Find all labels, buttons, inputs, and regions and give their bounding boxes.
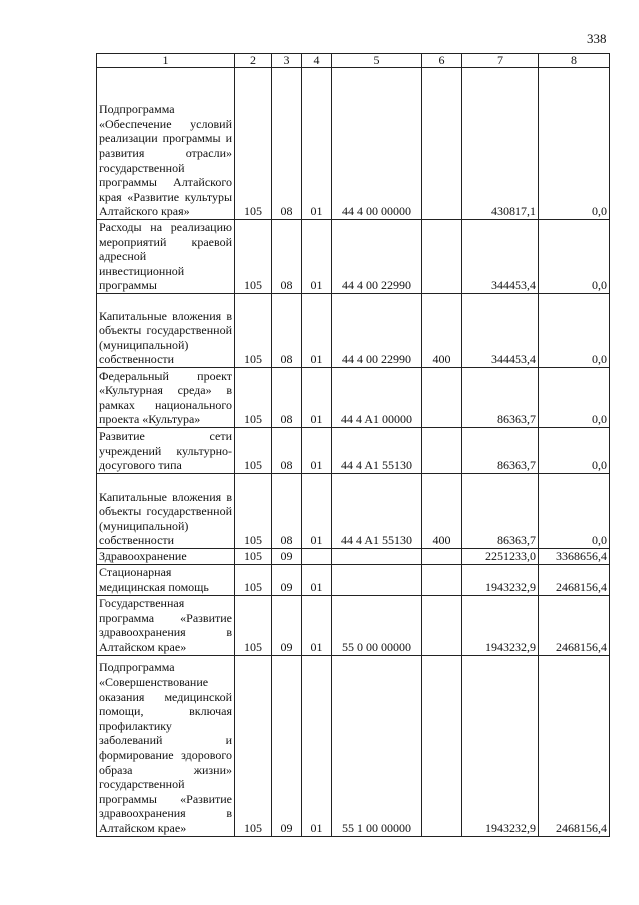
cell-section: 08 [272, 294, 302, 368]
cell-expense-type [422, 564, 462, 595]
cell-subsection: 01 [302, 655, 332, 836]
table-row [97, 294, 610, 368]
cell-section: 08 [272, 368, 302, 428]
cell-subsection: 01 [302, 564, 332, 595]
table-row [97, 549, 610, 565]
cell-amount-col7: 2251233,0 [462, 549, 539, 565]
cell-amount-col7: 1943232,9 [462, 595, 539, 655]
cell-admin-code: 105 [235, 549, 272, 565]
column-header: 3 [272, 54, 302, 68]
cell-expense-type [422, 68, 462, 220]
column-header: 5 [332, 54, 422, 68]
header-row [97, 54, 610, 68]
cell-amount-col8: 0,0 [539, 474, 610, 549]
column-header: 2 [235, 54, 272, 68]
cell-section: 08 [272, 68, 302, 220]
cell-subsection: 01 [302, 68, 332, 220]
cell-admin-code: 105 [235, 220, 272, 294]
table-row [97, 368, 610, 428]
row-name: Государственная программа «Развитие здравоохранения в Алтайском крае» [97, 595, 235, 655]
cell-target-article: 44 4 A1 55130 [332, 474, 422, 549]
cell-amount-col7: 1943232,9 [462, 564, 539, 595]
cell-subsection: 01 [302, 220, 332, 294]
row-name: Подпрограмма «Обеспечение условий реализации программы и развития отрасли» государственной программы Алтайского края «Развитие культуры Алтайского края» [97, 68, 235, 220]
table-row [97, 220, 610, 294]
cell-admin-code: 105 [235, 474, 272, 549]
row-name: Расходы на реализацию мероприятий краевой адресной инвестиционной программы [97, 220, 235, 294]
row-name: Стационарная медицинская помощь [97, 564, 235, 595]
cell-expense-type [422, 220, 462, 294]
row-name: Подпрограмма «Совершенствование оказания медицинской помощи, включая профилактику заболеваний и формирование здорового образа жизни» государственной программы «Развитие здравоохранения в Алтайском крае» [97, 655, 235, 836]
cell-section: 09 [272, 549, 302, 565]
cell-subsection [302, 549, 332, 565]
row-name: Капитальные вложения в объекты государственной (муниципальной) собственности [97, 294, 235, 368]
column-header: 6 [422, 54, 462, 68]
cell-admin-code: 105 [235, 595, 272, 655]
table-row [97, 68, 610, 220]
cell-section: 09 [272, 595, 302, 655]
cell-subsection: 01 [302, 368, 332, 428]
budget-table [96, 53, 610, 837]
cell-expense-type: 400 [422, 294, 462, 368]
cell-amount-col8: 2468156,4 [539, 595, 610, 655]
cell-target-article: 44 4 A1 55130 [332, 428, 422, 474]
cell-admin-code: 105 [235, 68, 272, 220]
cell-target-article: 44 4 00 22990 [332, 220, 422, 294]
cell-subsection: 01 [302, 474, 332, 549]
cell-target-article: 44 4 00 00000 [332, 68, 422, 220]
cell-target-article [332, 564, 422, 595]
cell-amount-col7: 86363,7 [462, 368, 539, 428]
cell-expense-type [422, 549, 462, 565]
cell-expense-type [422, 655, 462, 836]
cell-admin-code: 105 [235, 294, 272, 368]
column-header: 4 [302, 54, 332, 68]
cell-target-article: 44 4 A1 00000 [332, 368, 422, 428]
cell-admin-code: 105 [235, 564, 272, 595]
cell-section: 08 [272, 220, 302, 294]
table-row [97, 474, 610, 549]
row-name: Капитальные вложения в объекты государственной (муниципальной) собственности [97, 474, 235, 549]
cell-subsection: 01 [302, 428, 332, 474]
cell-subsection: 01 [302, 294, 332, 368]
row-name: Развитие сети учреждений культурно-досугового типа [97, 428, 235, 474]
cell-expense-type [422, 428, 462, 474]
cell-target-article: 55 1 00 00000 [332, 655, 422, 836]
row-name: Здравоохранение [97, 549, 235, 565]
table-row [97, 428, 610, 474]
cell-amount-col7: 86363,7 [462, 474, 539, 549]
cell-amount-col7: 344453,4 [462, 294, 539, 368]
cell-admin-code: 105 [235, 368, 272, 428]
column-header: 1 [97, 54, 235, 68]
cell-amount-col8: 0,0 [539, 68, 610, 220]
cell-admin-code: 105 [235, 655, 272, 836]
cell-section: 08 [272, 474, 302, 549]
cell-subsection: 01 [302, 595, 332, 655]
cell-target-article: 44 4 00 22990 [332, 294, 422, 368]
table-row [97, 595, 610, 655]
cell-amount-col8: 0,0 [539, 220, 610, 294]
cell-admin-code: 105 [235, 428, 272, 474]
column-header: 7 [462, 54, 539, 68]
cell-amount-col8: 3368656,4 [539, 549, 610, 565]
cell-amount-col8: 2468156,4 [539, 564, 610, 595]
page-number: 338 [587, 31, 607, 46]
cell-amount-col8: 0,0 [539, 294, 610, 368]
cell-section: 08 [272, 428, 302, 474]
column-header: 8 [539, 54, 610, 68]
table-row [97, 564, 610, 595]
cell-amount-col7: 344453,4 [462, 220, 539, 294]
cell-amount-col8: 0,0 [539, 368, 610, 428]
cell-expense-type: 400 [422, 474, 462, 549]
cell-target-article [332, 549, 422, 565]
cell-target-article: 55 0 00 00000 [332, 595, 422, 655]
cell-expense-type [422, 595, 462, 655]
cell-section: 09 [272, 564, 302, 595]
cell-amount-col8: 2468156,4 [539, 655, 610, 836]
cell-section: 09 [272, 655, 302, 836]
cell-expense-type [422, 368, 462, 428]
row-name: Федеральный проект «Культурная среда» в рамках национального проекта «Культура» [97, 368, 235, 428]
cell-amount-col7: 86363,7 [462, 428, 539, 474]
cell-amount-col7: 430817,1 [462, 68, 539, 220]
cell-amount-col7: 1943232,9 [462, 655, 539, 836]
cell-amount-col8: 0,0 [539, 428, 610, 474]
table-row [97, 655, 610, 836]
